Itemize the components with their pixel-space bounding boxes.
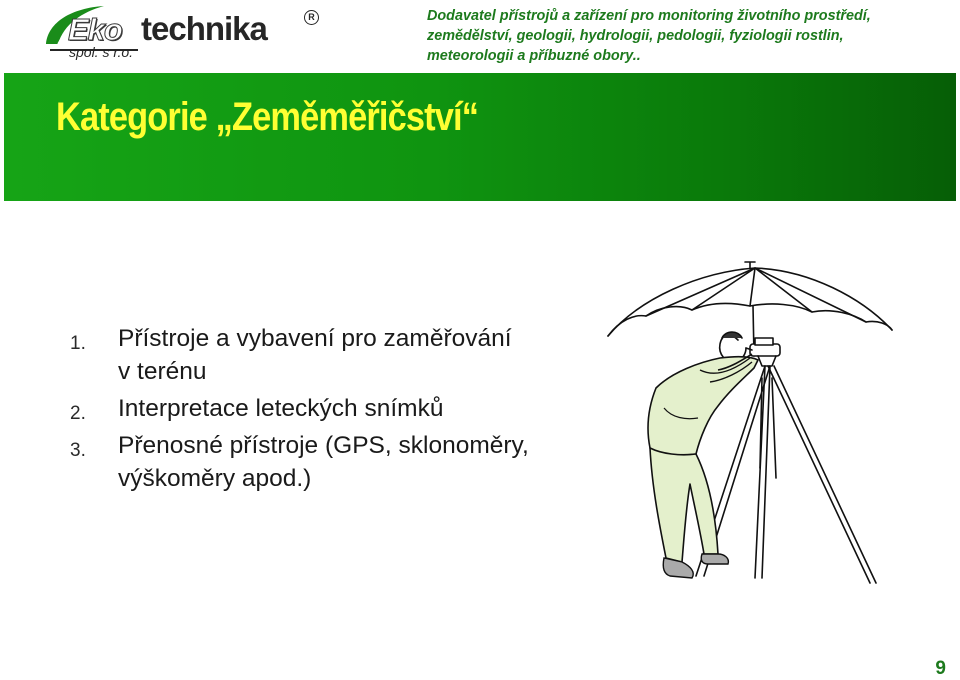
list-item-text: Interpretace leteckých snímků	[118, 395, 444, 422]
surveyor-with-umbrella-and-tripod-icon	[600, 258, 910, 590]
list-item-text: výškoměry apod.)	[118, 465, 312, 492]
list-item	[70, 392, 590, 425]
category-list	[70, 322, 590, 499]
list-item-number: 3.	[70, 440, 86, 461]
registered-mark: R	[304, 10, 319, 25]
list-item	[70, 322, 590, 388]
logo-company-suffix: spol. s r.o.	[69, 44, 134, 60]
tagline-line: Dodavatel přístrojů a zařízení pro monitoring životního prostředí,	[427, 8, 871, 24]
logo-brand-eko: Eko	[68, 12, 122, 47]
list-item-text: Přenosné přístroje (GPS, sklonoměry,	[118, 432, 529, 459]
tagline-line: zemědělství, geologii, hydrologii, pedologii, fyziologii rostlin,	[427, 28, 844, 44]
list-item	[70, 429, 590, 495]
page-number: 9	[935, 658, 946, 679]
company-logo	[42, 4, 332, 62]
list-item-number: 2.	[70, 403, 86, 424]
list-item-text: v terénu	[118, 358, 207, 385]
list-item-text: Přístroje a vybavení pro zaměřování	[118, 325, 512, 352]
surveyor-illustration	[600, 258, 910, 590]
title-banner	[4, 73, 956, 201]
logo-brand-technika: technika	[141, 10, 267, 47]
header-tagline	[427, 6, 947, 66]
page-title: Kategorie „Zeměměřičství“	[56, 95, 479, 139]
tagline-line: meteorologii a příbuzné obory..	[427, 48, 641, 64]
list-item-number: 1.	[70, 333, 86, 354]
